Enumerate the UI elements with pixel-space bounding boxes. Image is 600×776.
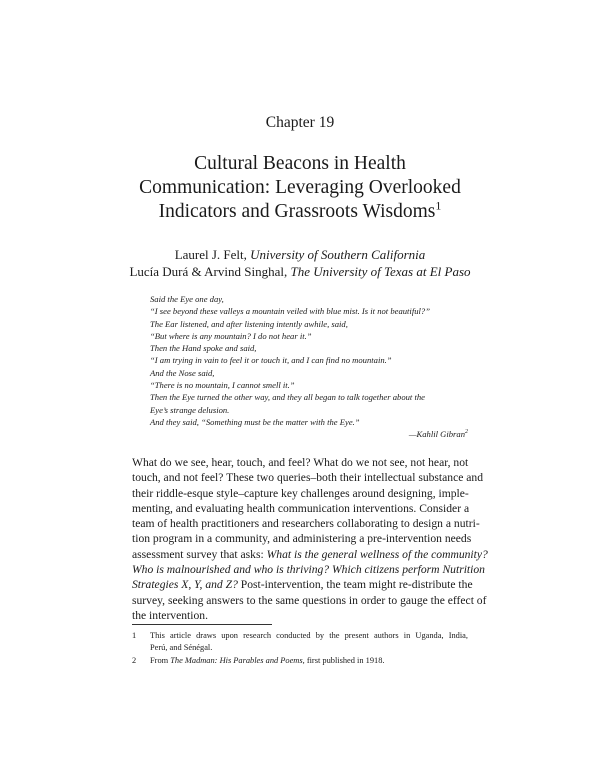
body-line bbox=[132, 547, 488, 562]
body-line: the intervention. bbox=[132, 608, 208, 622]
author-name: Laurel J. Felt, bbox=[174, 247, 251, 262]
epigraph-line: Then the Hand spoke and said, bbox=[150, 343, 257, 354]
epigraph-attribution bbox=[150, 428, 468, 440]
body-italic-run: Strategies X, Y, and Z? bbox=[132, 578, 238, 592]
epigraph-line: Said the Eye one day, bbox=[150, 294, 224, 304]
body-line bbox=[132, 577, 473, 592]
chapter-title-line bbox=[90, 200, 510, 224]
body-italic-run: Who is malnourished and who is thriving? Which citizens perform Nutrition bbox=[132, 563, 485, 577]
author-line bbox=[0, 263, 600, 280]
body-italic-run: What is the general wellness of the community? bbox=[266, 547, 488, 561]
chapter-title bbox=[90, 152, 510, 224]
epigraph-line: And the Nose said, bbox=[150, 367, 215, 378]
footnote-text bbox=[150, 655, 468, 667]
author-affiliation: The University of Texas at El Paso bbox=[290, 264, 471, 279]
body-paragraph bbox=[132, 455, 488, 623]
body-line bbox=[132, 562, 485, 577]
footnote-line bbox=[150, 655, 468, 667]
authors-block bbox=[0, 246, 600, 280]
footnote-run: From bbox=[150, 656, 171, 665]
footnote-item bbox=[132, 630, 468, 653]
attribution-footnote-ref: 2 bbox=[465, 429, 468, 436]
body-line: their riddle-esque style–capture key challenges around designing, imple- bbox=[132, 486, 469, 500]
epigraph-line: The Ear listened, and after listening intently awhile, said, bbox=[150, 318, 348, 329]
chapter-title-line: Cultural Beacons in Health bbox=[194, 153, 406, 174]
title-footnote-ref: 1 bbox=[435, 198, 442, 213]
footnote-number: 2 bbox=[132, 656, 137, 665]
epigraph-line: “There is no mountain, I cannot smell it.” bbox=[150, 380, 295, 391]
body-line: menting, and evaluating health communication interventions. Consider a bbox=[132, 501, 470, 515]
chapter-title-line: Communication: Leveraging Overlooked bbox=[139, 177, 461, 198]
author-name: Lucía Durá & Arvind Singhal, bbox=[129, 264, 291, 279]
body-text-run: assessment survey that asks: bbox=[132, 547, 267, 561]
body-line: survey, seeking answers to the same questions in order to gauge the effect of bbox=[132, 593, 487, 607]
footnote-run: , first published in 1918. bbox=[302, 656, 385, 665]
epigraph-line: Then the Eye turned the other way, and they all began to talk together about the bbox=[150, 392, 425, 403]
footnote-divider bbox=[132, 624, 272, 625]
chapter-number: Chapter 19 bbox=[265, 114, 335, 131]
body-line: team of health practitioners and researchers collaborating to design a nutri- bbox=[132, 517, 480, 531]
epigraph-line: “But where is any mountain? I do not hear it.” bbox=[150, 330, 312, 341]
body-line: tion program in a community, and administering a pre-intervention needs bbox=[132, 532, 472, 546]
epigraph-line: Eye’s strange delusion. bbox=[150, 404, 230, 415]
epigraph bbox=[150, 293, 468, 441]
body-line: touch, and not feel? These two queries–both their intellectual substance and bbox=[132, 471, 484, 485]
attribution-text: —Kahlil Gibran bbox=[408, 429, 465, 440]
author-affiliation: University of Southern California bbox=[250, 247, 426, 262]
epigraph-line: And they said, “Something must be the matter with the Eye.” bbox=[150, 416, 360, 427]
footnote-line: This article draws upon research conducted by the present authors in Uganda, India, bbox=[150, 631, 468, 640]
epigraph-line: “I see beyond these valleys a mountain veiled with blue mist. Is it not beautiful?” bbox=[150, 306, 430, 317]
footnote-item bbox=[132, 655, 468, 667]
footnote-line: Perú, and Sénégal. bbox=[150, 642, 213, 652]
author-line bbox=[0, 246, 600, 263]
footnotes bbox=[132, 630, 468, 669]
chapter-title-line-text: Indicators and Grassroots Wisdoms bbox=[158, 201, 436, 222]
body-text-run: Post-intervention, the team might re-distribute the bbox=[237, 578, 473, 592]
epigraph-line: “I am trying in vain to feel it or touch it, and I can find no mountain.” bbox=[150, 355, 392, 366]
footnote-book-title: The Madman: His Parables and Poems bbox=[170, 656, 303, 665]
body-line: What do we see, hear, touch, and feel? What do we not see, not hear, not bbox=[132, 456, 469, 469]
footnote-text bbox=[150, 630, 468, 653]
footnote-number: 1 bbox=[132, 631, 137, 640]
